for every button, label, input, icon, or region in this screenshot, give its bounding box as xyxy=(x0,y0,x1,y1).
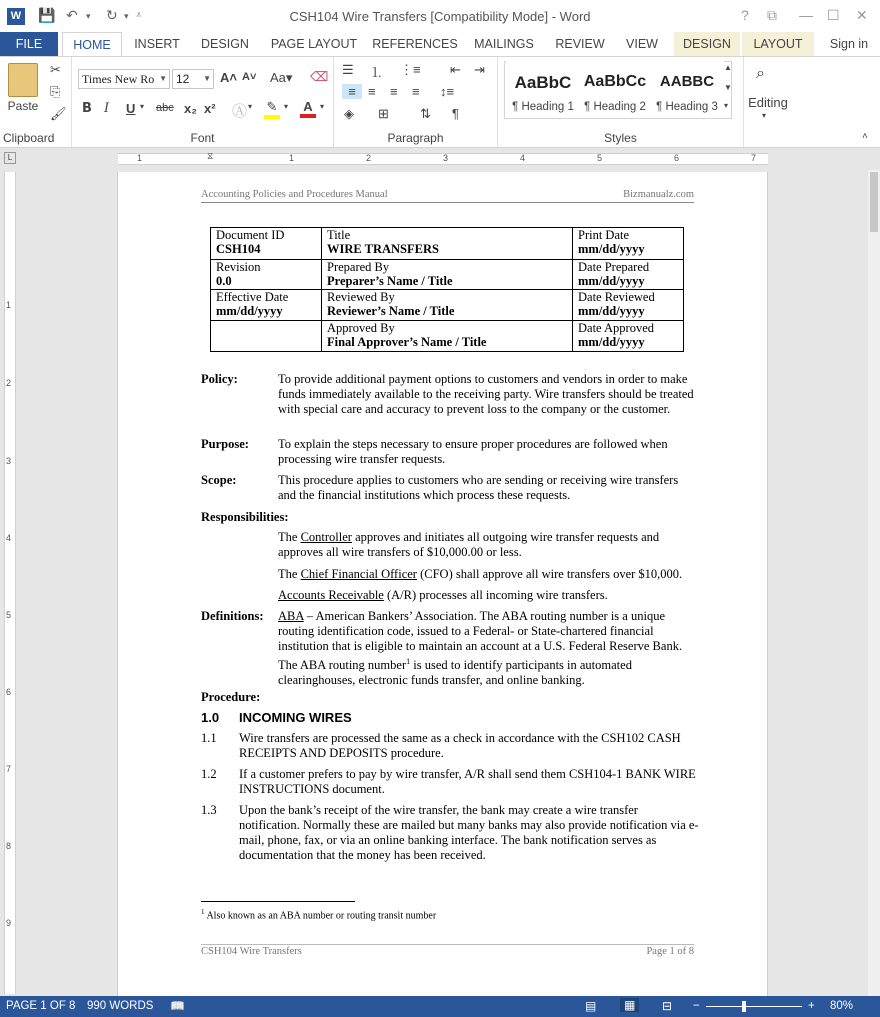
table-cell[interactable] xyxy=(573,260,684,290)
font-size-value: 12 xyxy=(176,72,190,86)
ribbon-tabs xyxy=(0,32,880,56)
controller-link[interactable]: Controller xyxy=(300,530,352,544)
clipboard-group xyxy=(0,57,72,147)
cell-value: WIRE TRANSFERS xyxy=(327,242,439,256)
styles-group-label: Styles xyxy=(604,131,637,145)
cell-value: Final Approver’s Name / Title xyxy=(327,335,487,349)
vruler-mark: 4 xyxy=(6,533,12,543)
table-cell[interactable] xyxy=(322,290,573,321)
cell-label: Approved By xyxy=(327,321,395,335)
paste-icon[interactable] xyxy=(8,63,38,97)
editing-group xyxy=(744,57,790,147)
header-left: Accounting Policies and Procedures Manual xyxy=(201,189,388,200)
step-text: Wire transfers are processed the same as a check in accordance with the CSH102 CASH RECEIPTS AND DEPOSITS procedure. xyxy=(239,731,681,760)
scope-label: Scope: xyxy=(201,473,237,487)
status-bar xyxy=(0,996,880,1017)
vertical-ruler[interactable] xyxy=(4,172,16,994)
collapse-ribbon-icon[interactable]: ˄ xyxy=(862,131,868,142)
responsibility-cfo xyxy=(278,567,698,582)
ruler-mark: 2 xyxy=(366,153,372,163)
clipboard-group-label: Clipboard xyxy=(3,131,55,145)
tab-insert[interactable]: INSERT xyxy=(134,37,180,51)
cell-label: Print Date xyxy=(578,228,630,242)
redo-dropdown-icon[interactable]: ▾ xyxy=(124,11,129,21)
policy-text: To provide additional payment options to customers and vendors in order to make funds immediately available to the receiving party. Wire transfers should be treated with special care and accuracy to prevent loss to the company or the customer. xyxy=(278,372,694,416)
definition-aba xyxy=(278,609,698,688)
header-rule xyxy=(201,202,694,203)
paste-button[interactable]: Paste xyxy=(7,99,39,113)
sort-icon[interactable]: ⇅ xyxy=(420,106,431,121)
sign-in-link[interactable]: Sign in xyxy=(829,37,869,51)
undo-dropdown-icon[interactable]: ▾ xyxy=(86,11,91,21)
resp1-prefix: The xyxy=(278,530,301,544)
cell-label: Revision xyxy=(216,260,261,274)
text-effects-dropdown-icon[interactable]: ▾ xyxy=(248,102,253,111)
cell-label: Document ID xyxy=(216,228,285,242)
binoculars-icon[interactable]: ⌕ xyxy=(756,65,765,82)
horizontal-ruler[interactable] xyxy=(0,148,880,170)
scrollbar-thumb[interactable] xyxy=(870,172,878,232)
minimize-button[interactable]: — xyxy=(799,7,813,23)
ruler-mark: 6 xyxy=(674,153,680,163)
zoom-out-icon[interactable]: − xyxy=(693,1000,700,1012)
cell-value: mm/dd/yyyy xyxy=(578,335,645,349)
ruler-mark: 4 xyxy=(520,153,526,163)
save-icon[interactable]: 💾 xyxy=(38,7,56,23)
table-cell[interactable] xyxy=(322,228,573,260)
undo-icon[interactable]: ↶ xyxy=(66,7,78,23)
indent-marker-icon[interactable]: ⧖ xyxy=(207,151,214,161)
bullets-icon[interactable]: ☰ xyxy=(342,62,354,77)
underline-icon[interactable]: U xyxy=(126,101,136,116)
bold-icon[interactable]: B xyxy=(82,101,92,116)
subscript-icon[interactable]: x₂ xyxy=(184,101,198,116)
step-text: If a customer prefers to pay by wire transfer, A/R shall send them CSH104-1 BANK WIRE INSTRUCTIONS document. xyxy=(239,767,696,796)
underline-dropdown-icon[interactable]: ▾ xyxy=(140,102,145,111)
styles-scroll-down-icon[interactable]: ▼ xyxy=(724,83,732,92)
tab-design[interactable]: DESIGN xyxy=(201,37,249,51)
style-heading-3-preview: AABBC xyxy=(659,73,715,90)
ribbon xyxy=(0,56,880,148)
cell-label: Title xyxy=(327,228,351,242)
resp3-text: (A/R) processes all incoming wire transfers. xyxy=(383,588,608,602)
style-heading-3-name: ¶ Heading 3 xyxy=(656,101,718,113)
highlight-icon[interactable]: ✎ xyxy=(264,99,280,119)
styles-more-icon[interactable]: ▾ xyxy=(724,101,729,110)
web-layout-icon[interactable]: ⊟ xyxy=(662,999,673,1013)
cfo-link[interactable]: Chief Financial Officer xyxy=(300,567,417,581)
resp2-text: (CFO) shall approve all wire transfers over $10,000. xyxy=(416,567,683,581)
justify-icon[interactable]: ≡ xyxy=(412,84,420,99)
align-center-icon[interactable]: ≡ xyxy=(368,84,376,99)
ruler-mark: 7 xyxy=(751,153,757,163)
proofing-icon[interactable]: 📖 xyxy=(170,999,185,1013)
highlight-dropdown-icon[interactable]: ▾ xyxy=(284,102,289,111)
footnote-ref[interactable]: 1 xyxy=(406,657,411,666)
footer-left: CSH104 Wire Transfers xyxy=(201,946,302,957)
table-cell[interactable] xyxy=(211,290,322,321)
align-right-icon[interactable]: ≡ xyxy=(390,84,398,99)
grow-font-icon[interactable]: A˄ xyxy=(220,70,237,85)
cell-value: Reviewer’s Name / Title xyxy=(327,304,455,318)
page-count[interactable]: PAGE 1 OF 8 xyxy=(6,1000,76,1012)
zoom-slider-thumb[interactable] xyxy=(742,1001,746,1012)
tab-mailings[interactable]: MAILINGS xyxy=(474,37,534,51)
table-cell[interactable] xyxy=(211,321,322,352)
footer-right: Page 1 of 8 xyxy=(646,946,694,957)
strikethrough-icon[interactable]: abc xyxy=(156,102,174,114)
style-heading-1-preview: AaBbC xyxy=(514,73,572,92)
italic-icon[interactable]: I xyxy=(104,101,110,116)
table-cell[interactable] xyxy=(573,321,684,352)
font-size-dropdown-icon: ▼ xyxy=(203,74,211,83)
table-cell[interactable] xyxy=(211,260,322,290)
table-cell[interactable] xyxy=(322,321,573,352)
policy-label: Policy: xyxy=(201,372,238,386)
change-case-icon[interactable]: Aa▾ xyxy=(270,70,293,85)
style-heading-1-name: ¶ Heading 1 xyxy=(512,101,574,113)
responsibility-controller xyxy=(278,530,698,560)
copy-icon[interactable]: ⎘ xyxy=(50,84,61,99)
style-heading-2[interactable] xyxy=(578,61,652,117)
tab-view[interactable]: VIEW xyxy=(626,37,658,51)
tab-file[interactable]: FILE xyxy=(0,32,58,56)
text-effects-icon[interactable]: Ⓐ xyxy=(232,103,248,120)
numbering-icon[interactable]: ⒈ xyxy=(370,65,384,80)
word-logo-icon: W xyxy=(7,8,25,25)
vruler-mark: 6 xyxy=(6,687,12,697)
tab-review[interactable]: REVIEW xyxy=(555,37,605,51)
font-name-dropdown-icon: ▼ xyxy=(159,74,167,83)
show-hide-marks-icon[interactable]: ¶ xyxy=(452,106,459,121)
cell-value: mm/dd/yyyy xyxy=(578,242,645,256)
vruler-mark: 1 xyxy=(6,300,12,310)
ribbon-display-options-button[interactable]: ⧉ xyxy=(767,7,777,23)
scope-text: This procedure applies to customers who are sending or receiving wire transfers and the financial institutions which process these requests. xyxy=(278,473,679,502)
responsibilities-label: Responsibilities: xyxy=(201,510,289,524)
document-control-table xyxy=(210,227,684,352)
styles-scroll-up-icon[interactable]: ▲ xyxy=(724,63,732,72)
increase-indent-icon[interactable]: ⇥ xyxy=(474,62,485,77)
font-color-icon[interactable]: A xyxy=(300,99,316,118)
style-heading-1[interactable] xyxy=(506,61,580,117)
def-text-a: – American Bankers’ Association. The ABA routing number is a unique routing identification code, issued to a Federal- or State-chartered financial institution that is eligible to maintain an account at a U.S. Federal Reserve Bank. The ABA routing number xyxy=(278,609,683,673)
superscript-icon[interactable]: x² xyxy=(204,101,216,116)
cell-value: mm/dd/yyyy xyxy=(216,304,283,318)
tab-page-layout[interactable]: PAGE LAYOUT xyxy=(270,37,358,51)
cell-value: CSH104 xyxy=(216,242,261,256)
zoom-level[interactable]: 80% xyxy=(830,1000,854,1012)
line-spacing-icon[interactable]: ↕≡ xyxy=(440,84,455,99)
align-left-icon[interactable]: ≡ xyxy=(342,84,362,99)
font-group-label: Font xyxy=(190,131,215,145)
font-name-combo[interactable] xyxy=(78,69,170,89)
font-size-combo[interactable] xyxy=(172,69,214,89)
accounts-receivable-link[interactable]: Accounts Receivable xyxy=(278,588,384,602)
tab-table-design[interactable]: DESIGN xyxy=(674,32,740,56)
close-button[interactable]: ✕ xyxy=(856,7,868,23)
customize-qat-icon[interactable]: ⩡ xyxy=(136,10,142,21)
editing-button[interactable]: Editing xyxy=(748,95,788,110)
font-name-value: Times New Ro xyxy=(82,72,155,86)
cut-icon[interactable]: ✂ xyxy=(50,62,61,77)
header-right: Bizmanualz.com xyxy=(623,189,694,200)
footnote-number: 1 xyxy=(201,908,205,916)
cell-label: Prepared By xyxy=(327,260,390,274)
cell-value: mm/dd/yyyy xyxy=(578,274,645,288)
step-text: Upon the bank’s receipt of the wire transfer, the bank may create a wire transfer notification. Normally these are mailed but many banks may also provide notification via e-mail, phone, fax, or via an online banking interface. The bank notification serves as documentation that the money has been received. xyxy=(239,803,699,862)
paragraph-group xyxy=(334,57,498,147)
ruler-mark: 1 xyxy=(137,153,143,163)
read-mode-icon[interactable]: ▤ xyxy=(585,999,597,1013)
step-number: 1.1 xyxy=(201,731,217,745)
ruler-mark: 5 xyxy=(597,153,603,163)
step-number: 1.2 xyxy=(201,767,217,781)
window-title: CSH104 Wire Transfers [Compatibility Mode] - Word xyxy=(289,9,591,24)
resp2-prefix: The xyxy=(278,567,301,581)
vruler-mark: 3 xyxy=(6,456,12,466)
resp1-text: approves and initiates all outgoing wire transfer requests and approves all wire transfers of $10,000.00 or less. xyxy=(278,530,660,559)
footnote xyxy=(201,908,436,921)
editing-dropdown-icon[interactable]: ▾ xyxy=(762,111,767,120)
borders-icon[interactable]: ⊞ xyxy=(378,106,389,121)
shading-icon[interactable]: ◈ xyxy=(344,106,354,121)
title-bar xyxy=(0,0,880,32)
style-heading-2-preview: AaBbCc xyxy=(583,73,647,90)
table-cell[interactable] xyxy=(573,290,684,321)
cell-label: Reviewed By xyxy=(327,290,395,304)
footnote-text: Also known as an ABA number or routing transit number xyxy=(204,910,437,922)
vruler-mark: 2 xyxy=(6,378,12,388)
styles-group xyxy=(498,57,744,147)
redo-icon[interactable]: ↻ xyxy=(106,7,118,23)
cell-value: mm/dd/yyyy xyxy=(578,304,645,318)
section-number: 1.0 xyxy=(201,710,220,725)
table-cell[interactable] xyxy=(573,228,684,260)
vruler-mark: 8 xyxy=(6,841,12,851)
footer-rule xyxy=(201,944,694,945)
shrink-font-icon[interactable]: A˅ xyxy=(242,71,257,83)
tab-selector-icon[interactable]: L xyxy=(4,152,16,164)
font-group xyxy=(72,57,334,147)
aba-link[interactable]: ABA xyxy=(278,609,304,623)
responsibility-ar xyxy=(278,588,698,603)
section-title: INCOMING WIRES xyxy=(239,710,352,725)
def-text-b: is used to identify participants in automated clearinghouses, electronic funds transfer, and online banking. xyxy=(278,658,632,688)
help-button[interactable]: ? xyxy=(741,7,749,23)
tab-table-layout[interactable]: LAYOUT xyxy=(742,32,814,56)
tab-home[interactable]: HOME xyxy=(62,32,122,57)
decrease-indent-icon[interactable]: ⇤ xyxy=(450,62,461,77)
table-cell[interactable] xyxy=(211,228,322,260)
clear-formatting-icon[interactable]: ⌫ xyxy=(310,69,329,84)
tab-references[interactable]: REFERENCES xyxy=(372,37,458,51)
ruler-mark: 1 xyxy=(289,153,295,163)
purpose-label: Purpose: xyxy=(201,437,249,451)
procedure-label: Procedure: xyxy=(201,690,261,704)
multilevel-list-icon[interactable]: ⋮≡ xyxy=(400,62,421,77)
cell-value: 0.0 xyxy=(216,274,232,288)
paragraph-group-label: Paragraph xyxy=(387,131,444,145)
format-painter-icon[interactable]: 🖌 xyxy=(50,106,67,121)
cell-label: Date Prepared xyxy=(578,260,650,274)
footnote-separator xyxy=(201,901,355,902)
definitions-label: Definitions: xyxy=(201,609,264,623)
vruler-mark: 5 xyxy=(6,610,12,620)
word-count[interactable]: 990 WORDS xyxy=(87,1000,154,1012)
cell-label: Effective Date xyxy=(216,290,289,304)
maximize-button[interactable]: ☐ xyxy=(827,7,840,23)
vertical-scrollbar[interactable] xyxy=(868,170,880,996)
font-color-dropdown-icon[interactable]: ▾ xyxy=(320,102,325,111)
step-number: 1.3 xyxy=(201,803,217,817)
cell-label: Date Approved xyxy=(578,321,655,335)
print-layout-icon[interactable]: ▦ xyxy=(620,998,639,1012)
style-heading-3[interactable] xyxy=(650,61,724,117)
vruler-mark: 9 xyxy=(6,918,12,928)
cell-value: Preparer’s Name / Title xyxy=(327,274,453,288)
document-page[interactable] xyxy=(117,172,768,998)
cell-label: Date Reviewed xyxy=(578,290,655,304)
zoom-in-icon[interactable]: + xyxy=(808,1000,815,1012)
vruler-mark: 7 xyxy=(6,764,12,774)
table-cell[interactable] xyxy=(322,260,573,290)
purpose-text: To explain the steps necessary to ensure proper procedures are followed when processing wire transfer requests. xyxy=(278,437,668,466)
zoom-slider-track[interactable] xyxy=(706,1006,802,1007)
ruler-mark: 3 xyxy=(443,153,449,163)
style-heading-2-name: ¶ Heading 2 xyxy=(584,101,646,113)
